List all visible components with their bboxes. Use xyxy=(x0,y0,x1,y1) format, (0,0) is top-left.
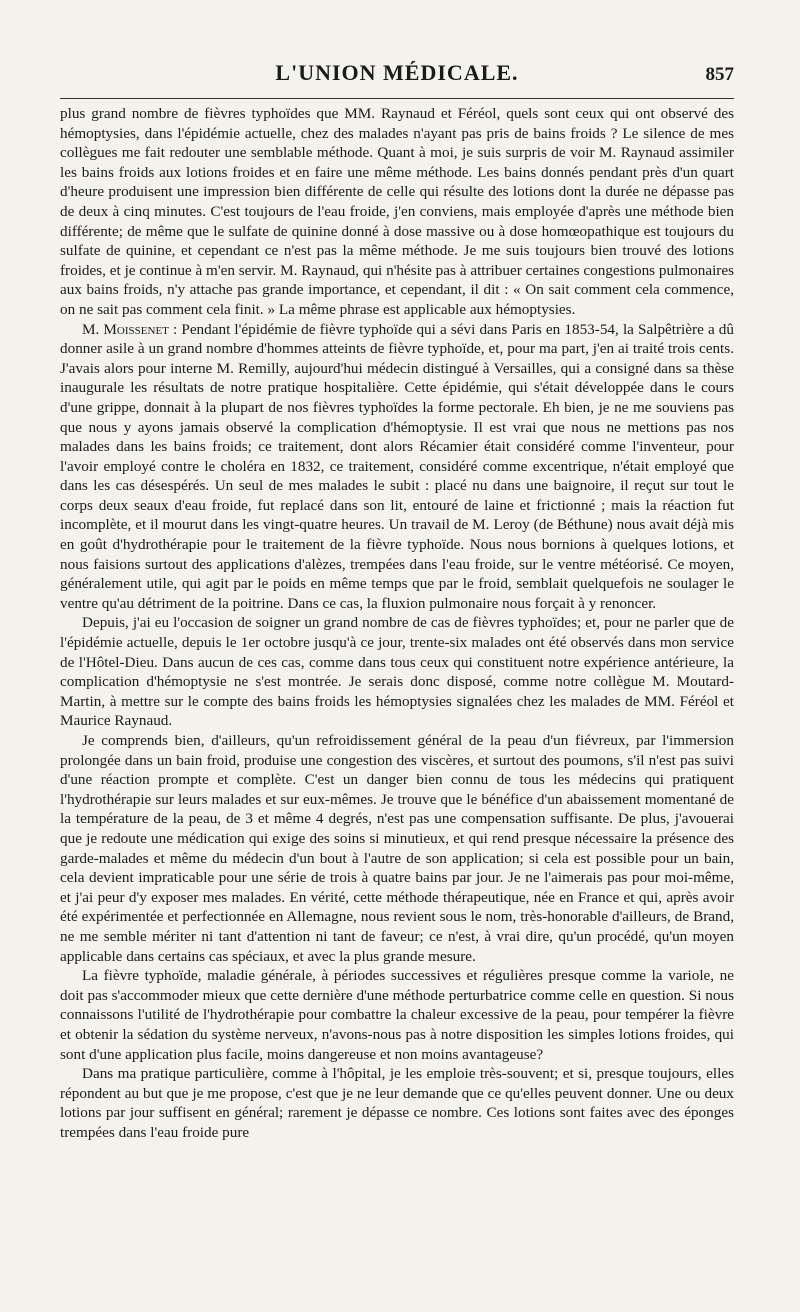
paragraph-5: La fièvre typhoïde, maladie générale, à périodes successives et régulières presque comme la variole, ne doit pas s'accommoder mieux que cette dernière d'une méthode perturbatrice comme celle en question. Si nous connaissons l'utilité de l'hydrothérapie pour combattre la chaleur excessive de la peau, pour tempérer la fièvre et obtenir la sédation du système nerveux, n'avons-nous pas à notre disposition les simples lotions froides, qui sont d'une application plus facile, moins dangereuse et non moins avantageuse? xyxy=(60,967,734,1063)
article-body xyxy=(60,104,734,1142)
speaker-name: M. Moissenet xyxy=(82,320,169,338)
paragraph-2-text: : Pendant l'épidémie de fièvre typhoïde qui a sévi dans Paris en 1853-54, la Salpêtrière a dû donner asile à un grand nombre d'hommes atteints de fièvre typhoïde, et, pour ma part, j'en ai traité trois cents. J'avais alors pour interne M. Remilly, aujourd'hui médecin distingué à Versailles, qui a consigné dans sa thèse inaugurale les résultats de notre pratique hospitalière. Cette épidémie, qui s'était développée dans le cours d'une grippe, donnait à la plupart de nos fièvres typhoïdes la forme pectorale. Eh bien, je ne me souviens pas que nous y ayons jamais observé la complication d'hémoptysie. Il est vrai que nous ne mettions pas nos malades dans les bains froids; ce traitement, dont alors Récamier était considéré comme l'inventeur, pour l'avoir employé contre le choléra en 1832, ce traitement, considéré comme excentrique, n'était employé que dans les cas désespérés. Un seul de mes malades le subit : placé nu dans une baignoire, il reçut sur tout le corps deux seaux d'eau froide, fut replacé dans son lit, entouré de laine et frictionné ; mais la réaction fut incomplète, et il mourut dans les vingt-quatre heures. Un travail de M. Leroy (de Béthune) nous avait déjà mis en goût d'hydrothérapie pour le traitement de la fièvre typhoïde. Nous nous bornions à quelques lotions, et nous faisions surtout des applications d'alèzes, trempées dans l'eau froide, sur le ventre météorisé. Ce moyen, généralement utile, qui agit par le poids en même temps que par le froid, semblait quelquefois ne soulager le ventre qu'au détriment de la poitrine. Dans ce cas, la fluxion pulmonaire nous forçait à y renoncer. xyxy=(60,320,734,612)
page-header xyxy=(60,56,734,96)
paragraph-4: Je comprends bien, d'ailleurs, qu'un refroidissement général de la peau d'un fiévreux, par l'immersion prolongée dans un bain froid, produise une congestion des viscères, et surtout des poumons, s'il n'est pas suivi d'une réaction prompte et complète. C'est un danger bien connu de tous les médecins qui pratiquent l'hydrothérapie sur leurs malades et sur eux-mêmes. Je trouve que le bénéfice d'un abaissement momentané de la température de la peau, de 3 et même 4 degrés, n'est pas une compensation suffisante. De plus, j'avouerai que je redoute une médication qui exige des soins si minutieux, et qui rend presque nécessaire la présence des garde-malades et même du médecin d'un bout à l'autre de son application; si cela est possible pour un bain, cela devient impraticable pour une série de trois à quatre bains par jour. Je ne l'aimerais pas pour moi-même, et j'ai peur d'y exposer mes malades. En vérité, cette méthode thérapeutique, née en France et qui, après avoir été expérimentée et perfectionnée en Allemagne, nous revient sous le nom, très-honorable d'ailleurs, de Brand, ne me semble mériter ni tant d'attention ni tant de faveur; ce n'est, à vrai dire, qu'un procédé, qu'un moyen applicable dans certains cas spéciaux, et avec la plus grande mesure. xyxy=(60,732,734,965)
header-rule xyxy=(60,98,734,99)
paragraph-1: plus grand nombre de fièvres typhoïdes que MM. Raynaud et Féréol, quels sont ceux qui ont observé des hémoptysies, dans l'épidémie actuelle, chez des malades n'ayant pas pris de bains froids ? Le silence de mes collègues me fait redouter une semblable méthode. Quant à moi, je suis surpris de voir M. Raynaud assimiler les bains froids aux lotions froides et en faire une même méthode. Les bains donnés pendant près d'un quart d'heure produisent une impression bien différente de celle qui résulte des lotions dont la durée ne dépasse pas de deux à cinq minutes. C'est toujours de l'eau froide, j'en conviens, mais employée d'après une méthode bien différente; de même que le sulfate de quinine donné à dose massive ou à dose homœopathique est toujours du sulfate de quinine, et cependant ce n'est pas la même méthode. Je me suis toujours bien trouvé des lotions froides, et je continue à m'en servir. M. Raynaud, qui n'hésite pas à attribuer certaines congestions pulmonaires aux bains froids, n'y attache pas grande importance, et cependant, il dit : « On sait comment cela commence, on ne sait pas comment cela finit. » La même phrase est applicable aux hémoptysies. xyxy=(60,105,734,318)
paragraph-6: Dans ma pratique particulière, comme à l'hôpital, je les emploie très-souvent; et si, presque toujours, elles répondent au but que je me propose, c'est que je ne leur demande que ce qu'elles peuvent donner. Une ou deux lotions par jour suffisent en général; rarement je dépasse ce nombre. Ces lotions sont faites avec des éponges trempées dans l'eau froide pure xyxy=(60,1065,734,1141)
page-number: 857 xyxy=(705,64,734,85)
paragraph-2 xyxy=(60,320,734,614)
running-title: L'UNION MÉDICALE. xyxy=(275,60,519,85)
paragraph-3: Depuis, j'ai eu l'occasion de soigner un grand nombre de cas de fièvres typhoïdes; et, pour ne parler que de l'épidémie actuelle, depuis le 1er octobre jusqu'à ce jour, trente-six malades ont été observés dans mon service de l'Hôtel-Dieu. Dans aucun de ces cas, comme dans tous ceux qui constituent notre expérience antérieure, la complication d'hémoptysie ne s'est montrée. Je serais donc disposé, comme notre collègue M. Moutard-Martin, à mettre sur le compte des bains froids les hémoptysies signalées chez les malades de MM. Féréol et Maurice Raynaud. xyxy=(60,614,734,730)
